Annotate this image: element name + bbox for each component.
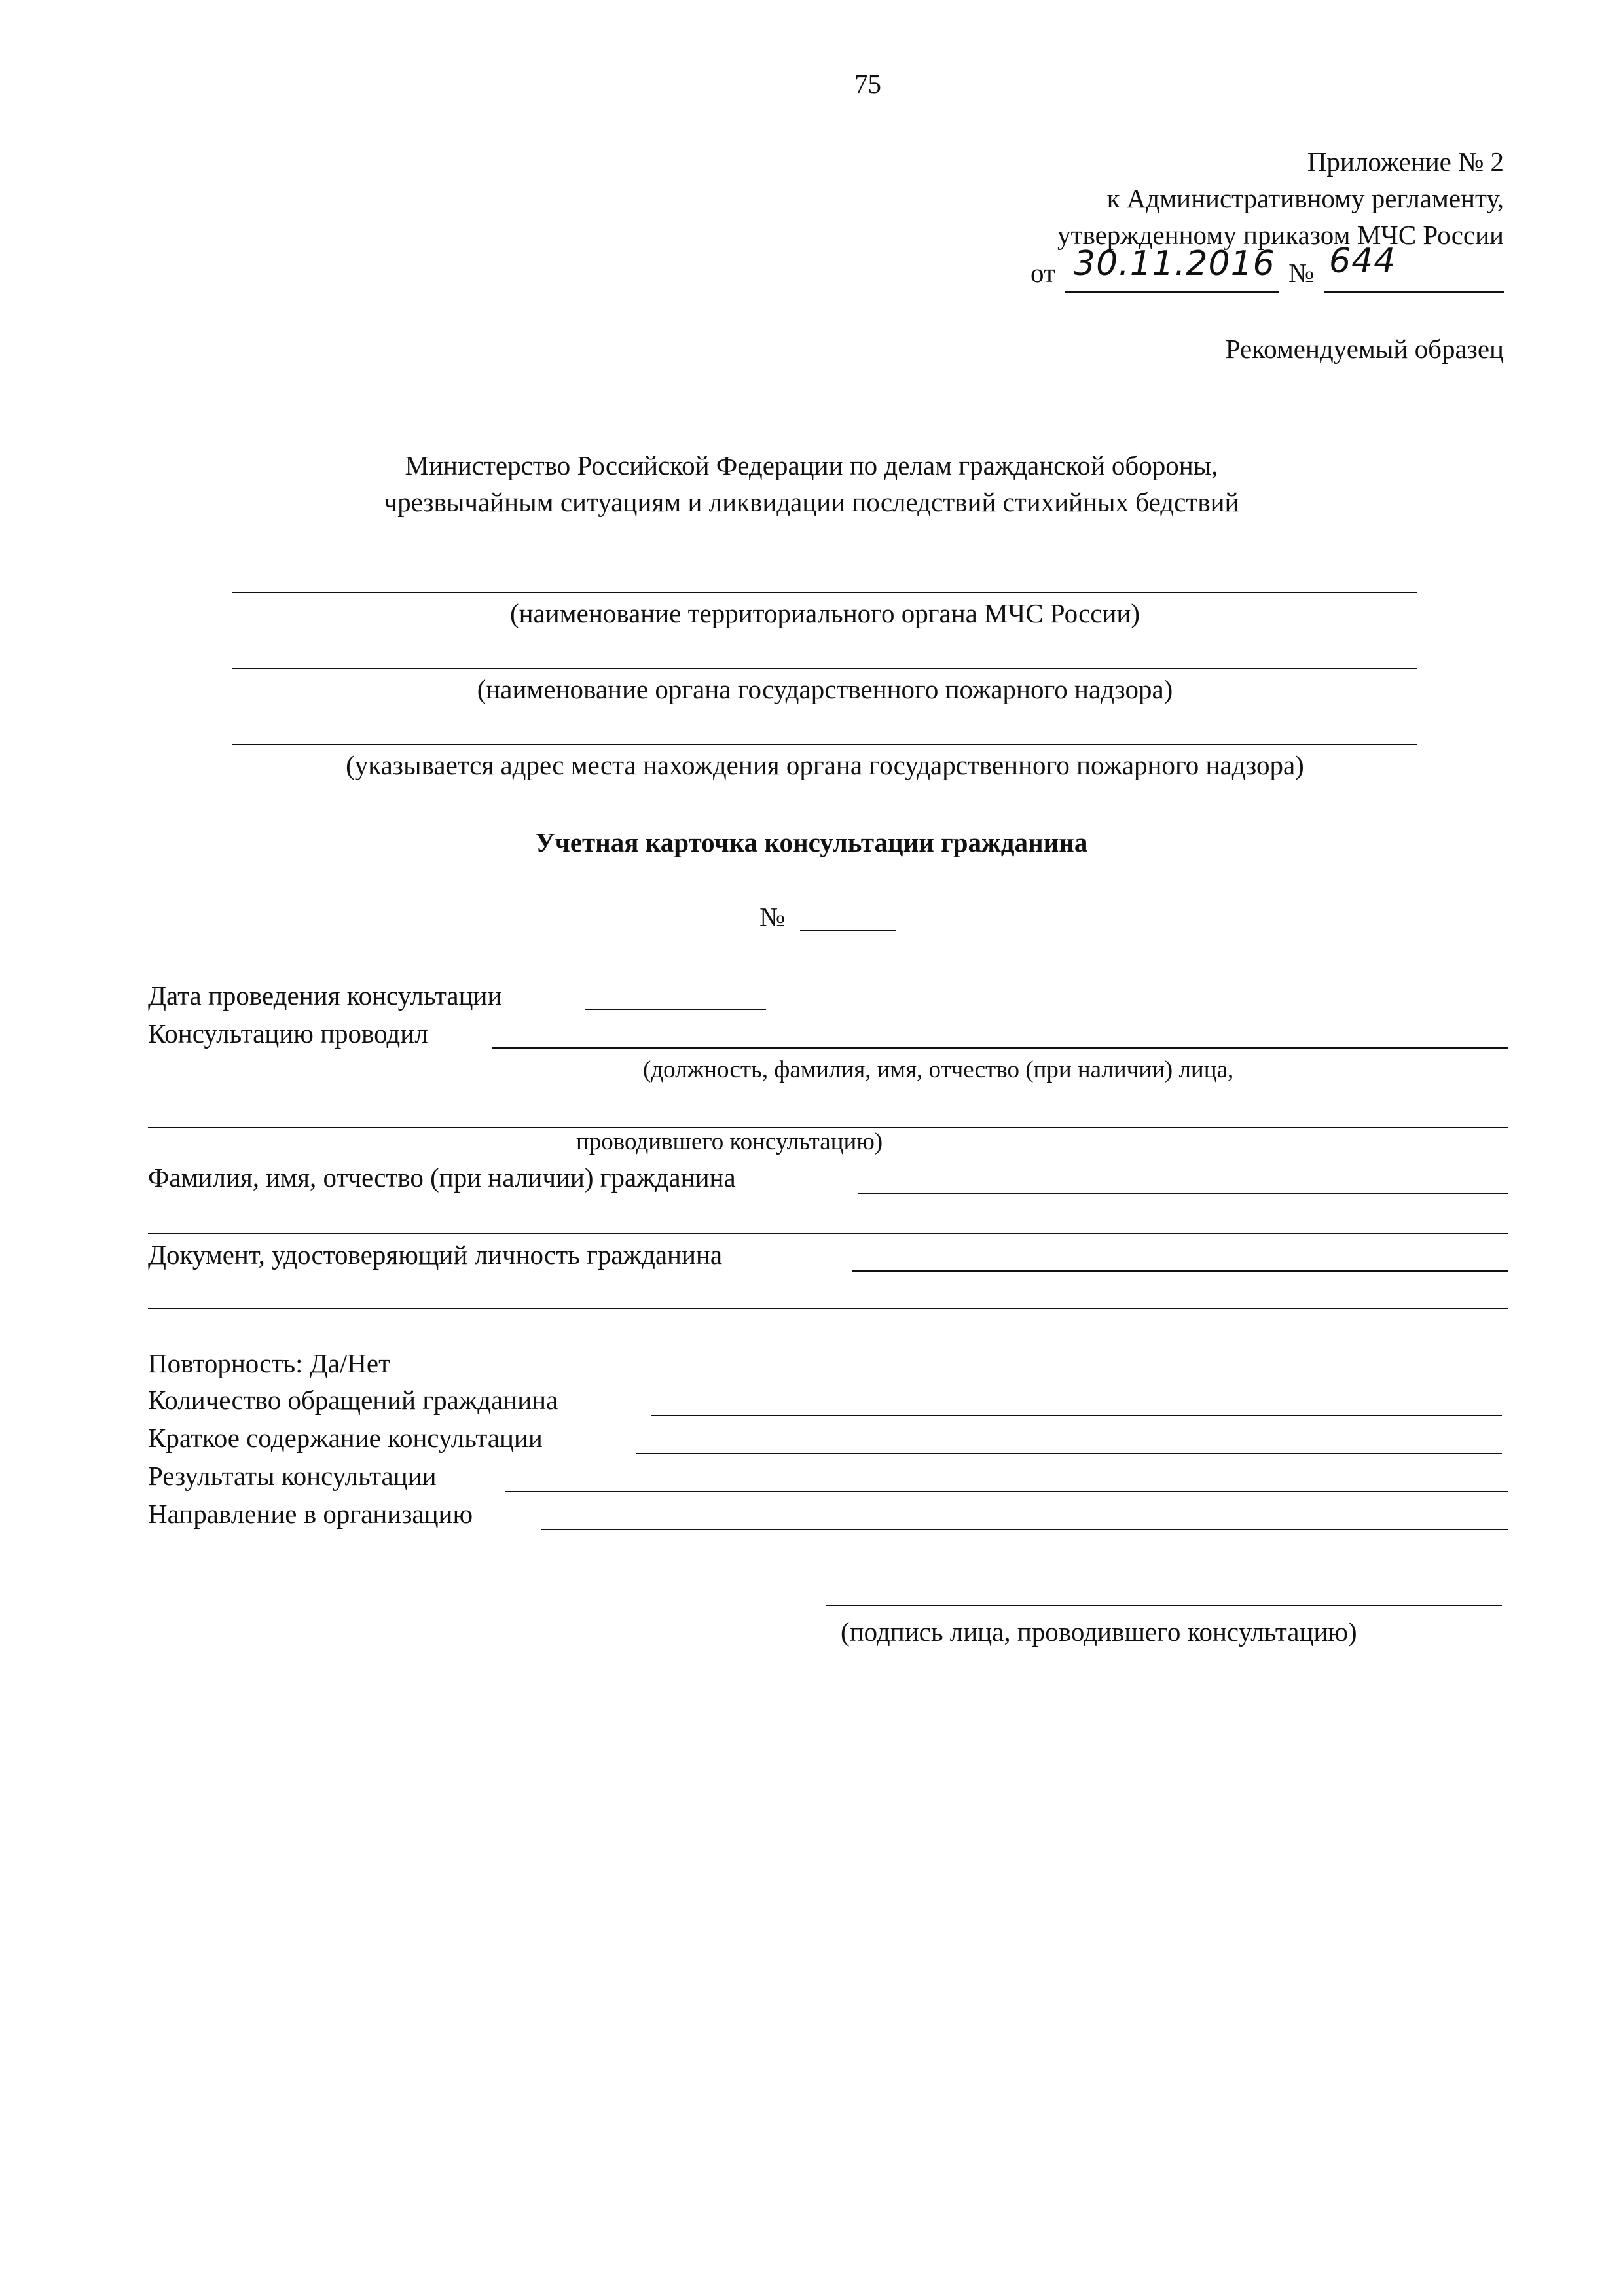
recommended-sample: Рекомендуемый образец [1225,334,1504,364]
consultation-date-line [585,1009,766,1010]
ministry-line-1: Министерство Российской Федерации по делам гражданской обороны, [405,450,1218,480]
card-title: Учетная карточка консультации гражданина [535,827,1088,857]
results-label: Результаты консультации [148,1461,437,1491]
summary-line [636,1453,1502,1454]
handwritten-number: 644 [1329,242,1396,281]
conducted-by-caption-2: проводившего консультацию) [576,1128,883,1155]
card-number-line [800,930,896,931]
appeals-count-line [651,1415,1502,1416]
handwritten-date: 30.11.2016 [1074,244,1275,283]
regulation-reference: к Административному регламенту, [1106,183,1504,213]
territorial-body-caption: (наименование территориального органа МЧС России) [509,598,1140,628]
referral-label: Направление в организацию [148,1499,473,1529]
repeat-label: Повторность: Да/Нет [148,1348,391,1378]
ministry-line-2: чрезвычайным ситуациям и ликвидации последствий стихийных бедствий [384,487,1239,517]
identity-doc-line-2 [148,1308,1508,1309]
citizen-name-label: Фамилия, имя, отчество (при наличии) гражданина [148,1162,736,1193]
consultation-date-label: Дата проведения консультации [148,980,502,1011]
appeals-count-label: Количество обращений гражданина [148,1385,558,1415]
conducted-by-caption-1: (должность, фамилия, имя, отчество (при наличии) лица, [643,1056,1234,1083]
address-caption: (указывается адрес места нахождения органа государственного пожарного надзора) [346,750,1304,780]
card-number-label: № [759,902,786,932]
results-line [505,1491,1508,1492]
signature-caption: (подпись лица, проводившего консультацию) [841,1617,1357,1647]
citizen-name-line-2 [148,1233,1508,1234]
number-prefix: № [1288,258,1315,288]
conducted-by-line [492,1047,1508,1049]
appendix-label: Приложение № 2 [1307,147,1504,177]
signature-line [826,1605,1502,1606]
supervision-body-caption: (наименование органа государственного пожарного надзора) [477,674,1173,704]
summary-label: Краткое содержание консультации [148,1423,543,1453]
identity-doc-line [852,1270,1508,1272]
territorial-body-line [232,592,1417,593]
citizen-name-line [858,1193,1508,1194]
referral-line [541,1529,1508,1530]
identity-doc-label: Документ, удостоверяющий личность гражданина [148,1240,723,1270]
date-prefix: от [1030,258,1055,288]
order-reference: утвержденному приказом МЧС России [1057,220,1504,250]
supervision-body-line [232,668,1417,669]
conducted-by-label: Консультацию проводил [148,1018,428,1049]
address-line [232,744,1417,745]
page-number: 75 [854,69,881,99]
